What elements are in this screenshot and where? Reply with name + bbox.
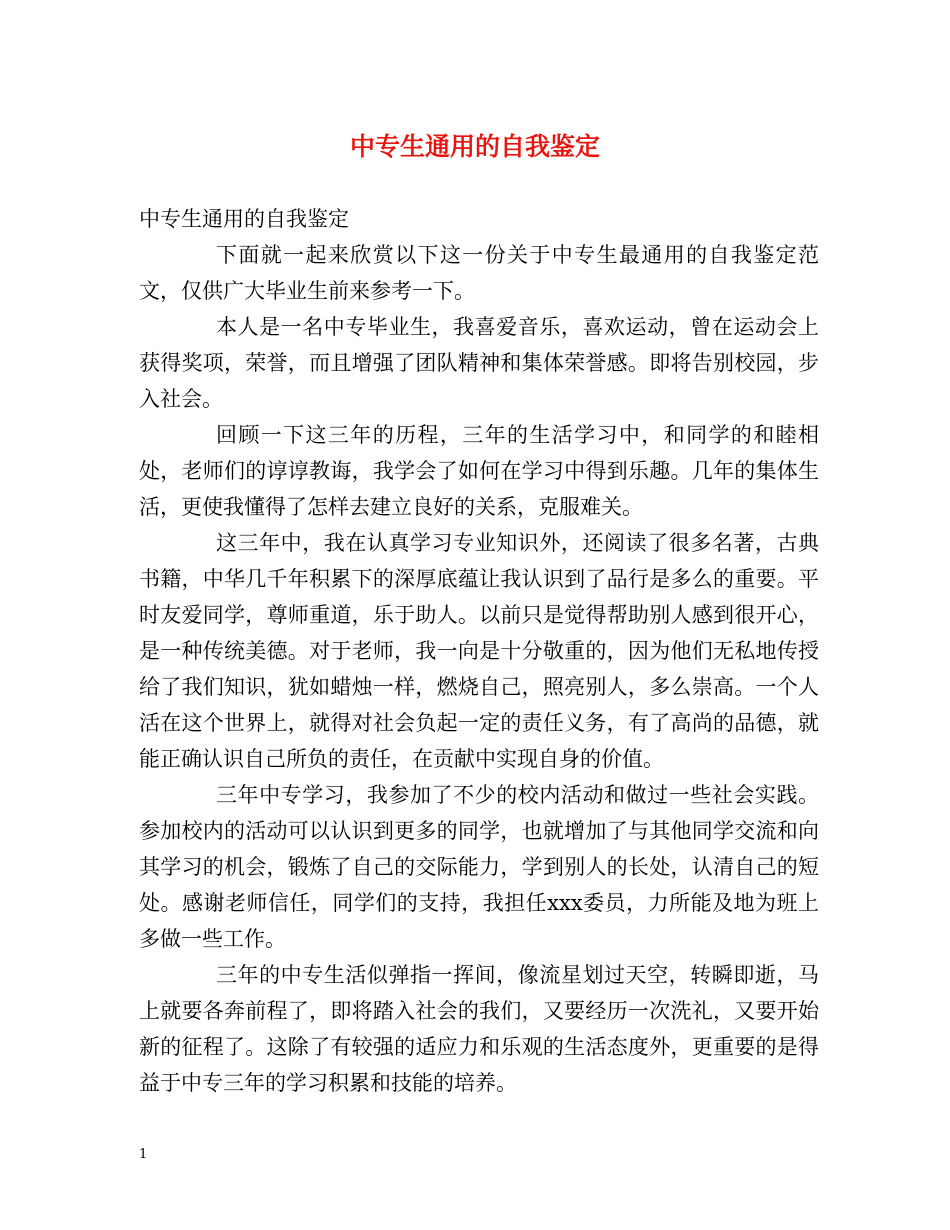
- paragraph-2: 本人是一名中专毕业生，我喜爱音乐，喜欢运动，曾在运动会上获得奖项，荣誉，而且增强了团队精神和集体荣誉感。即将告别校园，步入社会。: [139, 315, 819, 411]
- paragraph-6: 三年的中专生活似弹指一挥间，像流星划过天空，转瞬即逝，马上就要各奔前程了，即将踏入社会的我们，又要经历一次洗礼，又要开始新的征程了。这除了有较强的适应力和乐观的生活态度外，更重要的是得益于中专三年的学习积累和技能的培养。: [139, 963, 819, 1095]
- page-number: 1: [139, 1147, 148, 1162]
- document-body: [139, 201, 819, 1101]
- paragraph-4: 这三年中，我在认真学习专业知识外，还阅读了很多名著，古典书籍，中华几千年积累下的深厚底蕴让我认识到了品行是多么的重要。平时友爱同学，尊师重道，乐于助人。以前只是觉得帮助别人感到很开心，是一种传统美德。对于老师，我一向是十分敬重的，因为他们无私地传授给了我们知识，犹如蜡烛一样，燃烧自己，照亮别人，多么崇高。一个人活在这个世界上，就得对社会负起一定的责任义务，有了高尚的品德，就能正确认识自己所负的责任，在贡献中实现自身的价值。: [139, 531, 819, 771]
- paragraph-3: 回顾一下这三年的历程，三年的生活学习中，和同学的和睦相处，老师们的谆谆教诲，我学会了如何在学习中得到乐趣。几年的集体生活，更使我懂得了怎样去建立良好的关系，克服难关。: [139, 423, 819, 519]
- paragraph-5: 三年中专学习，我参加了不少的校内活动和做过一些社会实践。参加校内的活动可以认识到更多的同学，也就增加了与其他同学交流和向其学习的机会，锻炼了自己的交际能力，学到别人的长处，认清自己的短处。感谢老师信任，同学们的支持，我担任xxx委员，力所能及地为班上多做一些工作。: [139, 783, 819, 951]
- document-title: 中专生通用的自我鉴定: [349, 132, 600, 161]
- document-subtitle: 中专生通用的自我鉴定: [139, 207, 349, 231]
- paragraph-1: 下面就一起来欣赏以下这一份关于中专生最通用的自我鉴定范文，仅供广大毕业生前来参考一下。: [139, 243, 819, 303]
